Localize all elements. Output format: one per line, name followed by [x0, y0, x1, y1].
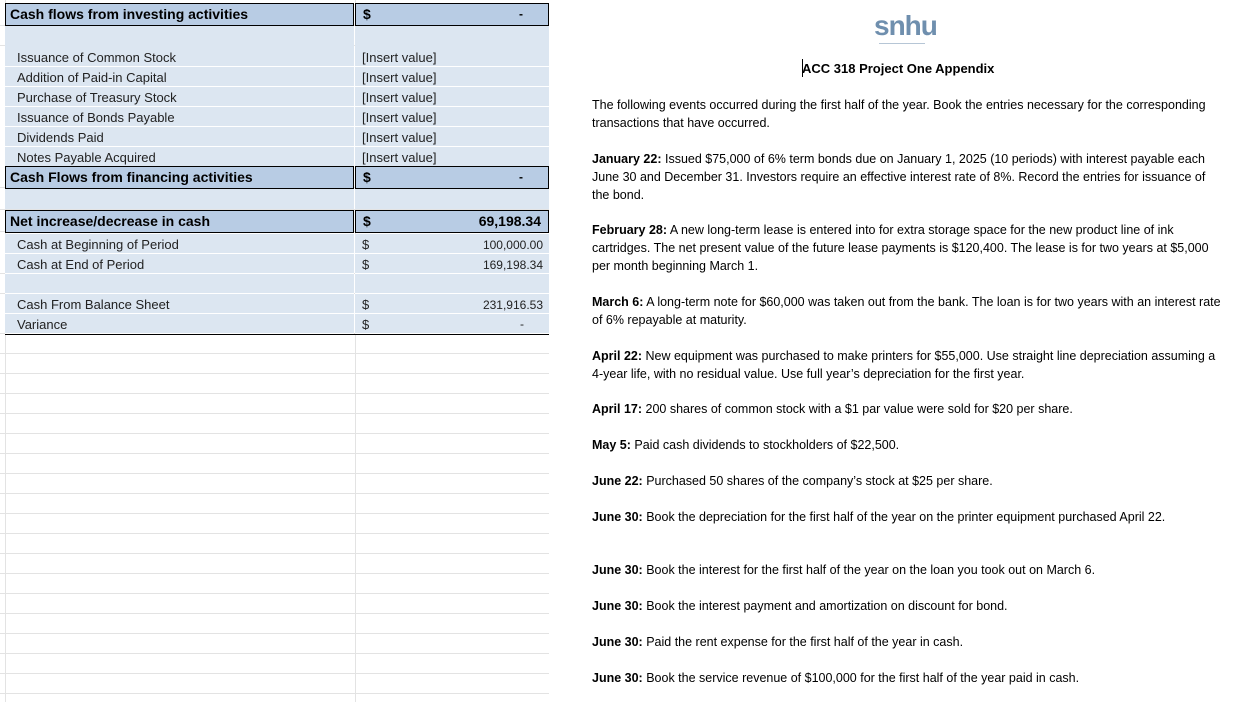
cell-label[interactable]: [5, 234, 354, 254]
cell-label[interactable]: [5, 25, 354, 45]
cell-label[interactable]: [5, 210, 354, 233]
event-date: March 6:: [592, 295, 644, 309]
row-label: Cash at Beginning of Period: [17, 237, 179, 252]
event-paragraph: [592, 221, 1222, 275]
event-date: April 22:: [592, 349, 643, 363]
row-value: -: [520, 317, 524, 331]
cell-label[interactable]: [5, 147, 354, 167]
financing-label: Cash Flows from financing activities: [10, 169, 253, 185]
table-row[interactable]: [5, 127, 549, 147]
cell-value[interactable]: [355, 67, 549, 87]
event-text: Paid cash dividends to stockholders of $22,500.: [634, 438, 900, 452]
snhu-logo: snhu: [874, 10, 937, 41]
financing-value: -: [519, 170, 523, 184]
event-text: A new long-term lease is entered into for extra storage space for the new product line of ink cartridges. The net present value of the future lease payments is $120,400. The lease is for two years at $5,000 per month beginning March 1.: [592, 223, 1209, 273]
blank-row[interactable]: [5, 189, 549, 209]
table-row[interactable]: [5, 234, 549, 254]
table-row[interactable]: [5, 254, 549, 274]
table-row[interactable]: [5, 87, 549, 107]
event-text: Book the depreciation for the first half of the year on the printer equipment purchased April 22.: [646, 510, 1166, 524]
investing-total-row[interactable]: [5, 3, 549, 26]
event-date: June 30:: [592, 599, 643, 613]
event-paragraph: [592, 347, 1222, 383]
dollar-sign: $: [362, 297, 370, 312]
cell-label[interactable]: [5, 67, 354, 87]
dollar-sign: $: [363, 169, 371, 185]
cell-value[interactable]: [355, 274, 549, 294]
row-label: Cash at End of Period: [17, 257, 145, 272]
cell-label[interactable]: [5, 314, 354, 334]
row-value: [Insert value]: [362, 90, 437, 105]
row-value: [Insert value]: [362, 130, 437, 145]
cell-label[interactable]: [5, 189, 354, 209]
event-date: June 30:: [592, 563, 643, 577]
dollar-sign: $: [363, 213, 371, 229]
intro-paragraph: The following events occurred during the first half of the year. Book the entries necessary for the corresponding transactions that have occurred.: [592, 98, 1206, 130]
event-text: Book the service revenue of $100,000 for the first half of the year paid in cash.: [646, 671, 1080, 685]
event-date: June 22:: [592, 474, 643, 488]
cell-value[interactable]: [355, 189, 549, 209]
row-label: Variance: [17, 317, 68, 332]
blank-row[interactable]: [5, 274, 549, 294]
cell-label[interactable]: [5, 3, 354, 26]
row-label: Notes Payable Acquired: [17, 150, 156, 165]
event-text: Issued $75,000 of 6% term bonds due on January 1, 2025 (10 periods) with interest payable each June 30 and December 31. Investors require an effective interest rate of 8%. Record the entries for issuance of the bond.: [592, 152, 1206, 202]
cell-label[interactable]: [5, 294, 354, 314]
blank-row[interactable]: [5, 25, 549, 45]
dollar-sign: $: [362, 237, 370, 252]
row-label: Purchase of Treasury Stock: [17, 90, 177, 105]
event-paragraph: [592, 293, 1222, 329]
dollar-sign: $: [362, 317, 370, 332]
event-date: May 5:: [592, 438, 631, 452]
cell-label[interactable]: [5, 127, 354, 147]
table-row[interactable]: [5, 67, 549, 87]
row-label: Issuance of Common Stock: [17, 50, 176, 65]
cell-label[interactable]: [5, 47, 354, 67]
event-date: April 17:: [592, 402, 643, 416]
row-value: [Insert value]: [362, 50, 437, 65]
event-text: A long-term note for $60,000 was taken out from the bank. The loan is for two years with an interest rate of 6% repayable at maturity.: [592, 295, 1221, 327]
net-change-label: Net increase/decrease in cash: [10, 213, 211, 229]
row-label: Dividends Paid: [17, 130, 104, 145]
event-text: Book the interest for the first half of the year on the loan you took out on March 6.: [646, 563, 1096, 577]
logo-underline: [879, 43, 925, 44]
row-value: 100,000.00: [482, 238, 543, 252]
event-paragraph: [592, 436, 1222, 454]
event-text: Paid the rent expense for the first half of the year in cash.: [646, 635, 964, 649]
event-paragraph: [592, 508, 1222, 526]
cell-label[interactable]: [5, 166, 354, 189]
event-text: 200 shares of common stock with a $1 par value were sold for $20 per share.: [645, 402, 1073, 416]
cell-value[interactable]: [355, 254, 549, 274]
investing-value: -: [519, 7, 523, 21]
table-row[interactable]: [5, 107, 549, 127]
cell-label[interactable]: [5, 107, 354, 127]
event-paragraph: [592, 400, 1222, 418]
event-date: January 22:: [592, 152, 662, 166]
table-row[interactable]: [5, 47, 549, 67]
table-row[interactable]: [5, 147, 549, 167]
document-title: ACC 318 Project One Appendix: [802, 61, 995, 76]
cell-value[interactable]: [355, 294, 549, 314]
table-row[interactable]: [5, 314, 549, 335]
row-value: [Insert value]: [362, 150, 437, 165]
cell-value[interactable]: [355, 314, 549, 334]
dollar-sign: $: [362, 257, 370, 272]
cell-value[interactable]: [355, 147, 549, 167]
cell-value[interactable]: [355, 25, 549, 45]
net-change-row[interactable]: [5, 210, 549, 233]
cell-value[interactable]: [355, 127, 549, 147]
cell-label[interactable]: [5, 254, 354, 274]
event-date: June 30:: [592, 510, 643, 524]
event-paragraph: [592, 669, 1222, 687]
dollar-sign: $: [363, 6, 371, 22]
event-paragraph: [592, 597, 1222, 615]
row-label: Addition of Paid-in Capital: [17, 70, 167, 85]
event-date: June 30:: [592, 671, 643, 685]
row-value: [Insert value]: [362, 70, 437, 85]
event-paragraph: [592, 633, 1222, 651]
row-value: 231,916.53: [482, 298, 543, 312]
financing-total-row[interactable]: [5, 166, 549, 189]
event-paragraph: [592, 150, 1222, 204]
event-text: Book the interest payment and amortization on discount for bond.: [646, 599, 1008, 613]
cell-label[interactable]: [5, 87, 354, 107]
cell-value[interactable]: [355, 107, 549, 127]
cell-value[interactable]: [355, 234, 549, 254]
table-row[interactable]: [5, 294, 549, 314]
row-value: [Insert value]: [362, 110, 437, 125]
row-label: Issuance of Bonds Payable: [17, 110, 175, 125]
event-date: June 30:: [592, 635, 643, 649]
cell-value[interactable]: [355, 210, 549, 233]
event-date: February 28:: [592, 223, 668, 237]
event-paragraph: [592, 561, 1222, 579]
event-paragraph: [592, 472, 1222, 490]
row-label: Cash From Balance Sheet: [17, 297, 170, 312]
net-change-value: 69,198.34: [478, 213, 541, 229]
cell-value[interactable]: [355, 3, 549, 26]
cell-value[interactable]: [355, 166, 549, 189]
cell-label[interactable]: [5, 274, 354, 294]
row-value: 169,198.34: [482, 258, 543, 272]
event-text: New equipment was purchased to make printers for $55,000. Use straight line depreciation assuming a 4-year life, with no residual value. Use full year’s depreciation for the first year.: [592, 349, 1216, 381]
investing-label: Cash flows from investing activities: [10, 6, 249, 22]
event-text: Purchased 50 shares of the company’s stock at $25 per share.: [646, 474, 993, 488]
cell-value[interactable]: [355, 87, 549, 107]
cell-value[interactable]: [355, 47, 549, 67]
document-pane: [549, 0, 1253, 702]
